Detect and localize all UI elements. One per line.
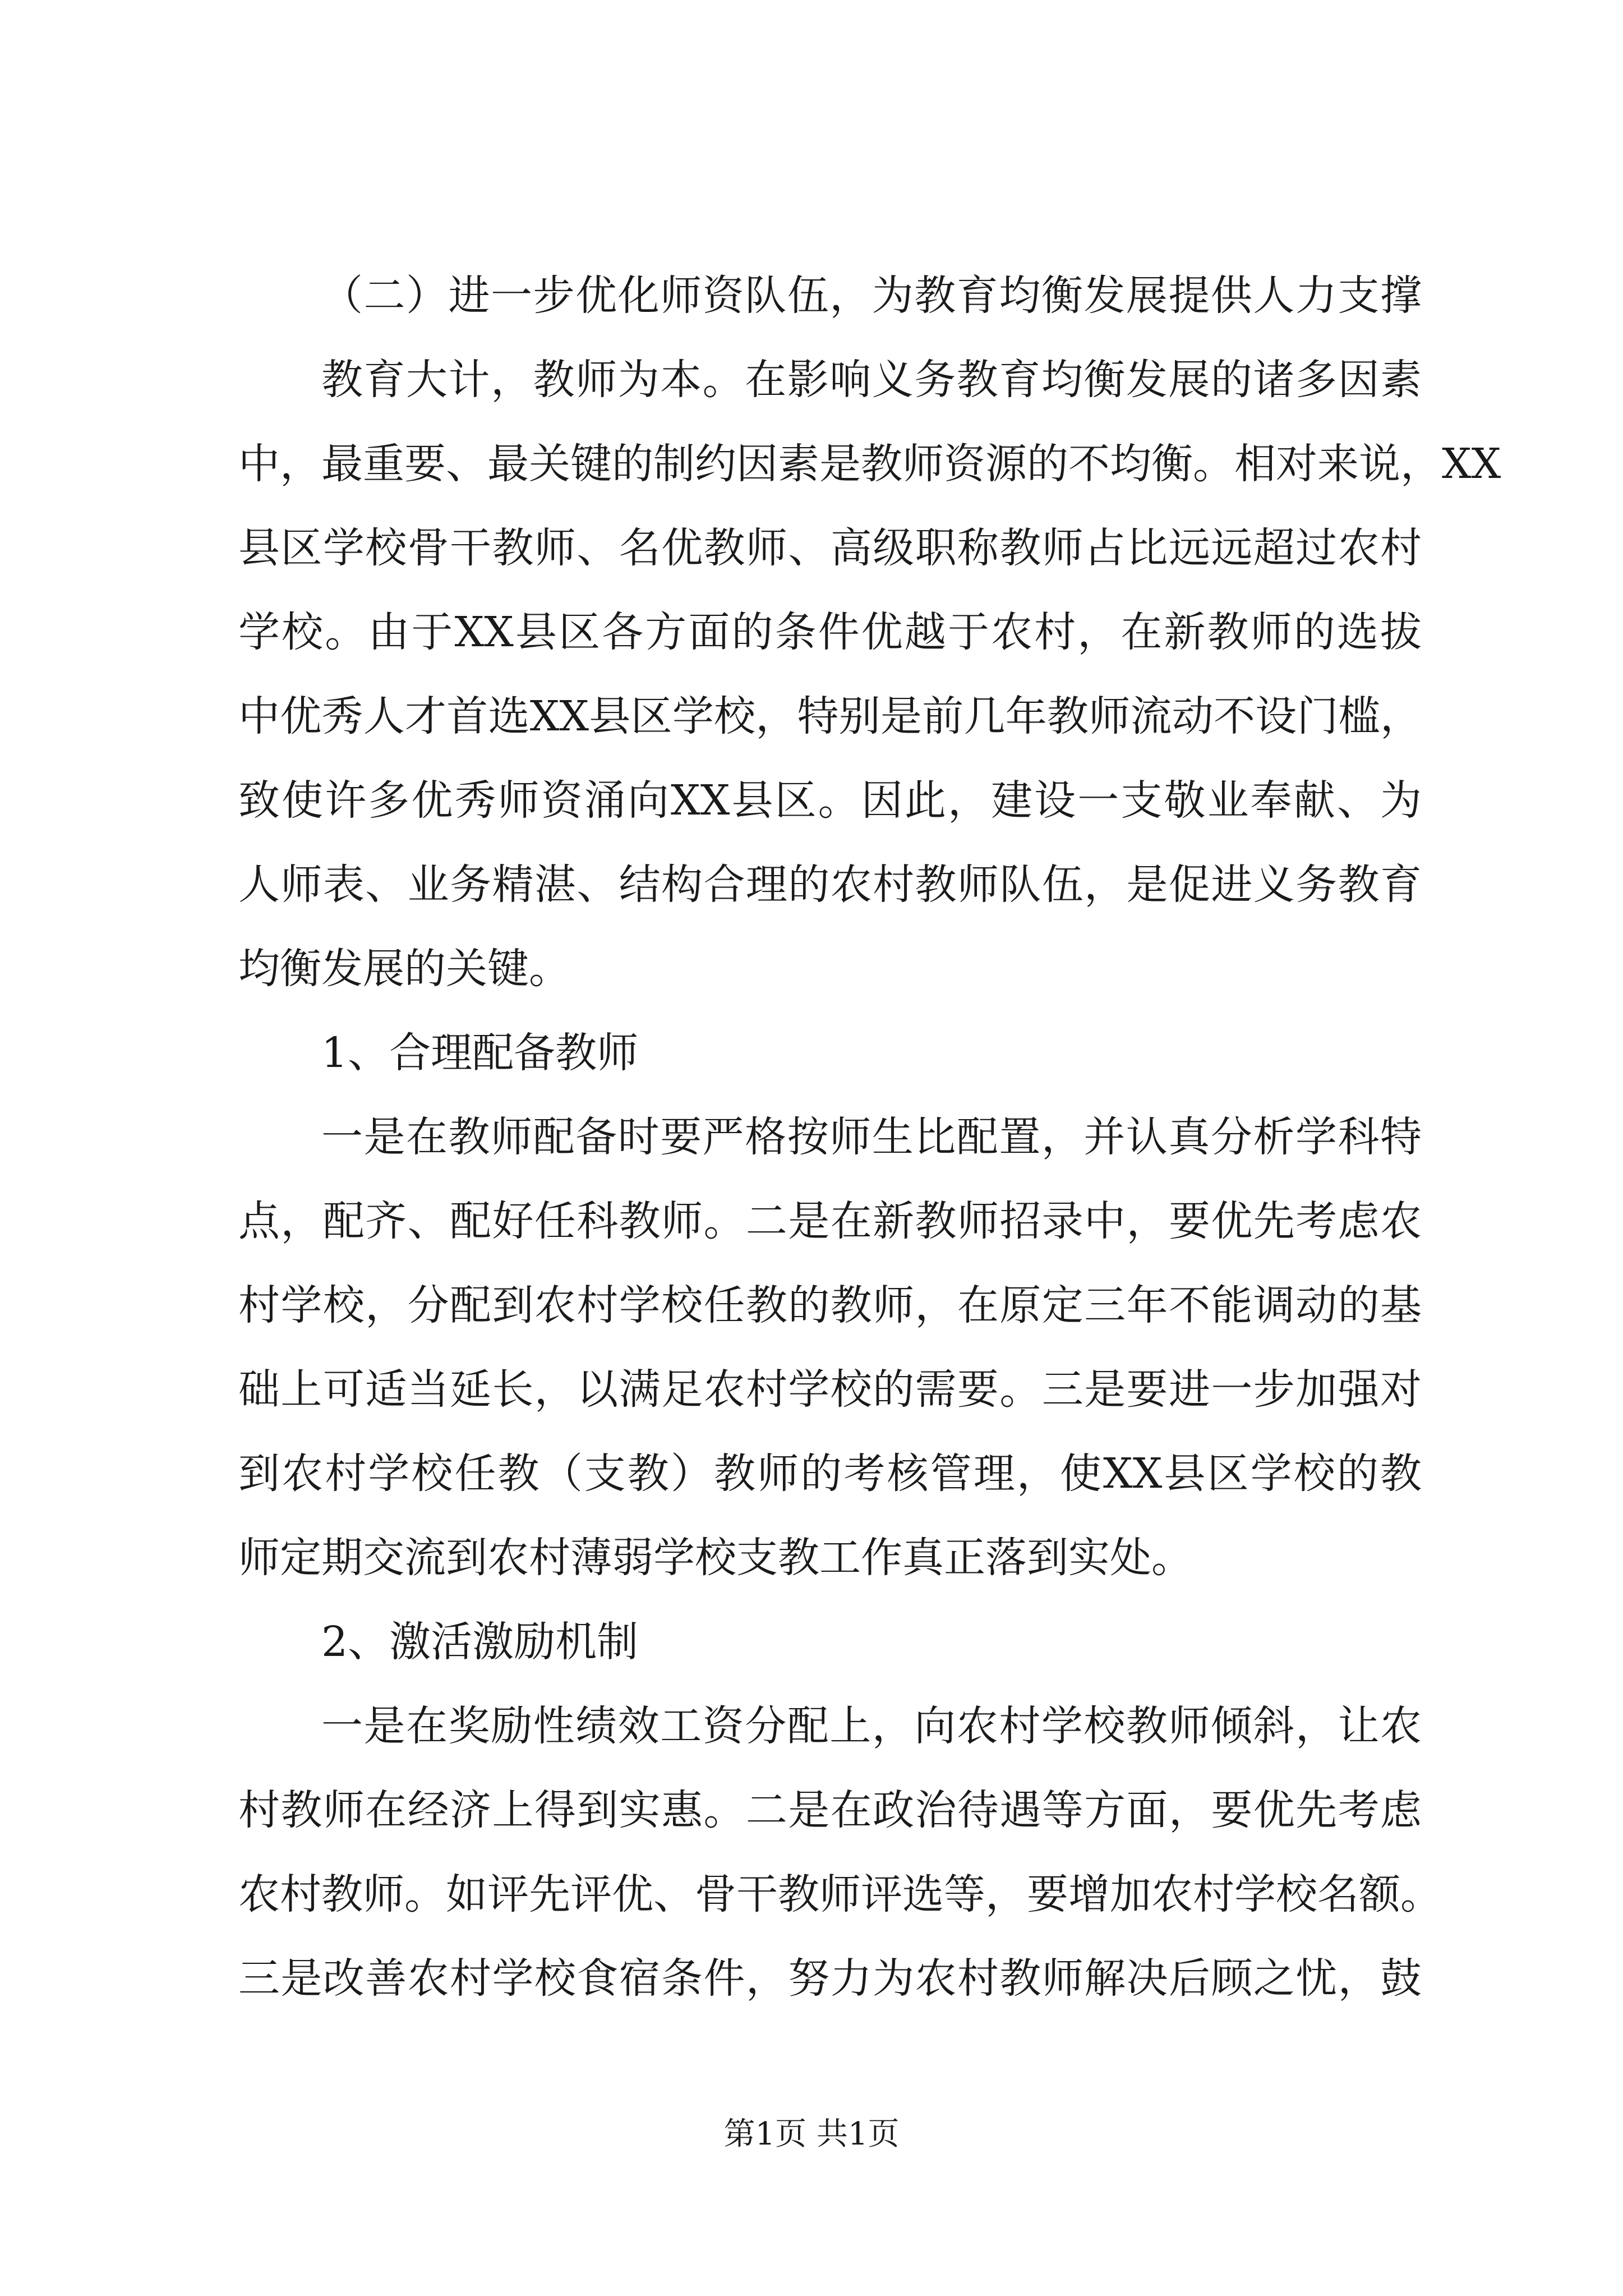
paragraph-line: 师定期交流到农村薄弱学校支教工作真正落到实处。 — [238, 1534, 1193, 1582]
paragraph-line: 中，最重要、最关键的制约因素是教师资源的不均衡。相对来说，XX — [238, 440, 1501, 488]
paragraph-line: 村教师在经济上得到实惠。二是在政治待遇等方面，要优先考虑 — [238, 1786, 1422, 1834]
subsection-heading: 2、激活激励机制 — [321, 1618, 639, 1666]
paragraph-line: 中优秀人才首选XX县区学校，特别是前几年教师流动不设门槛， — [238, 692, 1422, 740]
document-body — [238, 254, 1501, 2021]
paragraph-line: 学校。由于XX县区各方面的条件优越于农村，在新教师的选拔 — [238, 608, 1422, 656]
paragraph-line: 均衡发展的关键。 — [238, 945, 570, 993]
paragraph-line: 教育大计，教师为本。在影响义务教育均衡发展的诸多因素 — [321, 356, 1422, 404]
paragraph-line: 一是在奖励性绩效工资分配上，向农村学校教师倾斜，让农 — [321, 1702, 1422, 1750]
section-heading: （二）进一步优化师资队伍，为教育均衡发展提供人力支撑 — [321, 272, 1422, 320]
paragraph-line: 三是改善农村学校食宿条件，努力为农村教师解决后顾之忧，鼓 — [238, 1954, 1422, 2003]
paragraph-line: 础上可适当延长，以满足农村学校的需要。三是要进一步加强对 — [238, 1365, 1422, 1414]
paragraph-line: 村学校，分配到农村学校任教的教师，在原定三年不能调动的基 — [238, 1281, 1422, 1329]
page-footer: 第1页 共1页 — [723, 2116, 900, 2152]
paragraph-line: 致使许多优秀师资涌向XX县区。因此，建设一支敬业奉献、为 — [238, 776, 1422, 825]
subsection-heading: 1、合理配备教师 — [321, 1029, 639, 1077]
paragraph-line: 农村教师。如评先评优、骨干教师评选等，要增加农村学校名额。 — [238, 1870, 1442, 1918]
paragraph-line: 人师表、业务精湛、结构合理的农村教师队伍，是促进义务教育 — [238, 861, 1422, 909]
paragraph-line: 一是在教师配备时要严格按师生比配置，并认真分析学科特 — [321, 1113, 1422, 1161]
paragraph-line: 到农村学校任教（支教）教师的考核管理，使XX县区学校的教 — [238, 1450, 1422, 1498]
paragraph-line: 点，配齐、配好任科教师。二是在新教师招录中，要优先考虑农 — [238, 1197, 1422, 1245]
paragraph-line: 县区学校骨干教师、名优教师、高级职称教师占比远远超过农村 — [238, 524, 1422, 572]
